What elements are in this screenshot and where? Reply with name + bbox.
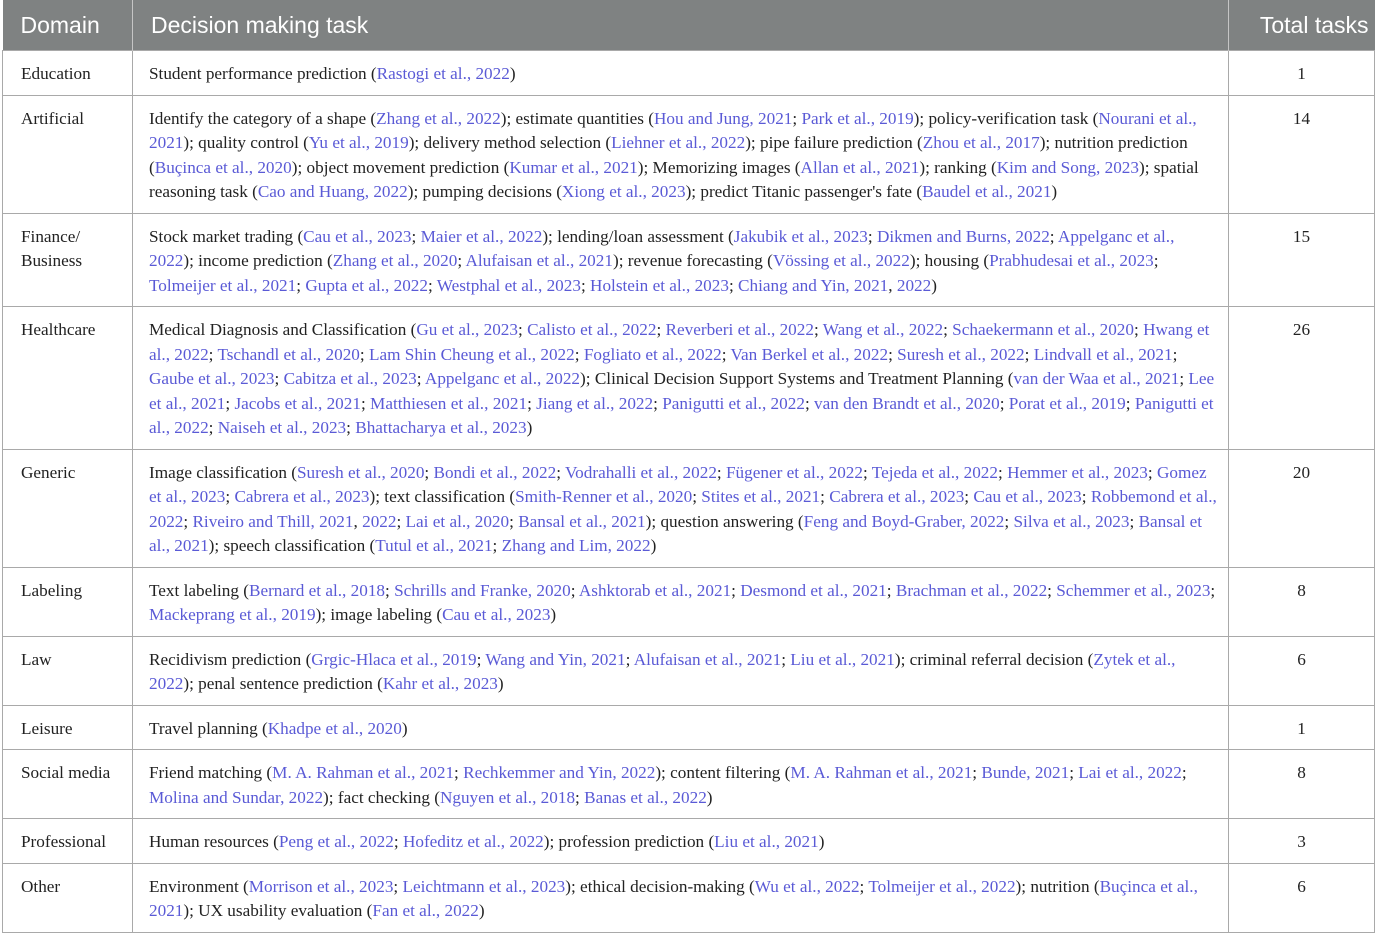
table-row [3,307,1375,450]
citation-link[interactable]: Westphal et al., 2023 [436,275,581,295]
citation-link[interactable]: Khadpe et al., 2020 [267,718,402,738]
citation-link[interactable]: Feng and Boyd-Graber, 2022 [803,511,1005,531]
task-text: ; [457,251,466,270]
task-text: ; [225,487,235,506]
table-row [3,636,1375,705]
task-cell [133,95,1229,213]
citation-link[interactable]: Grgic-Hlaca et al., 2019 [311,649,477,669]
citation-link[interactable]: Gaube et al., 2023 [149,369,275,388]
citation-link[interactable]: Bansal et al., 2021 [149,511,1203,555]
domain-cell: Leisure [3,705,133,750]
task-text: ); penal sentence prediction ( [183,674,383,693]
citation-link[interactable]: Silva et al., 2023 [1013,511,1130,531]
task-text: Image classification ( [149,462,297,482]
citation-link[interactable]: Panigutti et al., 2022 [149,393,1214,437]
citation-link[interactable]: Zhang et al., 2020 [332,251,458,270]
citation-link[interactable]: Bhattacharya et al., 2023 [355,418,527,437]
task-text: ; [728,275,739,295]
task-text: ; [804,393,815,413]
citation-link[interactable]: Robbemond et al., 2022 [149,487,1217,531]
header-domain: Domain [3,0,133,51]
citation-link[interactable]: Allan et al., 2021 [800,157,920,177]
citation-link[interactable]: Morrison et al., 2023 [248,876,394,896]
citation-link[interactable]: Baudel et al., 2021 [922,182,1052,201]
citation-link[interactable]: Schaekermann et al., 2020 [952,320,1134,339]
task-text: ; [360,393,371,413]
citation-link[interactable]: Appelganc et al., 2022 [149,226,1175,270]
table-row [3,819,1375,864]
task-text: ); profession prediction ( [543,832,715,851]
task-text: ; [556,462,565,482]
task-text: ; [943,320,953,339]
citation-link[interactable]: Zytek et al., 2022 [149,649,1176,693]
table-body [3,51,1375,933]
citation-link[interactable]: Tutul et al., 2021 [375,536,493,555]
task-text: ; [1049,226,1058,246]
task-text: ) [1051,182,1058,201]
table-row [3,705,1375,750]
citation-link[interactable]: Rastogi et al., 2022 [376,64,510,83]
citation-link[interactable]: Lai et al., 2020 [405,511,510,531]
task-text: ); speech classification ( [208,536,376,555]
citation-link[interactable]: Tolmeijer et al., 2022 [868,876,1016,896]
domain-cell: Education [3,51,133,96]
citation-link[interactable]: Banas et al., 2022 [584,787,707,807]
task-text: ; [1172,344,1178,364]
citation-link[interactable]: 2022 [896,275,932,295]
citation-link[interactable]: Schemmer et al., 2023 [1056,580,1211,600]
task-text: ; [859,876,869,896]
task-text: ); ranking ( [919,157,997,177]
task-text: ); delivery method selection ( [408,133,612,152]
table-header [3,0,1375,51]
task-text: ) [478,901,485,920]
header-total: Total tasks [1229,0,1375,51]
task-text: ; [1179,369,1189,388]
total-cell: 6 [1229,863,1375,932]
task-text: ); ethical decision-making ( [565,876,755,896]
citation-link[interactable]: Mackeprang et al., 2019 [149,605,316,624]
citation-link[interactable]: Wang et al., 2022 [822,320,944,339]
task-text: ; [792,108,802,128]
task-text: ; [570,580,579,600]
citation-link[interactable]: Kahr et al., 2023 [382,674,498,693]
task-text: ; [427,275,437,295]
citation-link[interactable]: Desmond et al., 2021 [740,580,887,600]
citation-link[interactable]: Bansal et al., 2021 [518,511,646,531]
task-text: Human resources ( [149,832,279,851]
task-text: ; [716,462,726,482]
citation-link[interactable]: Dikmen and Burns, 2022 [876,226,1050,246]
task-text: ; [527,393,537,413]
task-text: ; [296,275,306,295]
task-text: , [888,275,897,295]
total-cell: 1 [1229,51,1375,96]
task-text: ) [818,832,825,851]
citation-link[interactable]: Wang and Yin, 2021 [485,649,626,669]
domain-cell: Labeling [3,567,133,636]
task-text: ; [396,511,406,531]
task-text: ; [411,226,421,246]
task-text: ; [574,344,584,364]
task-text: ; [1134,320,1144,339]
citation-link[interactable]: Cabitza et al., 2023 [283,369,417,388]
citation-link[interactable]: Zhang and Lim, 2022 [501,536,651,555]
total-cell: 14 [1229,95,1375,213]
task-text: ; [454,763,464,782]
table-row [3,51,1375,96]
citation-link[interactable]: Cau et al., 2023 [303,226,412,246]
citation-link[interactable]: Holstein et al., 2023 [590,275,729,295]
citation-link[interactable]: Nourani et al., 2021 [149,108,1197,152]
citation-link[interactable]: Molina and Sundar, 2022 [149,787,324,807]
task-text: Medical Diagnosis and Classification ( [149,320,417,339]
task-text: ; [575,787,585,807]
citation-link[interactable]: Stites et al., 2021 [701,487,821,506]
task-text: ; [692,487,702,506]
citation-link[interactable]: Alufaisan et al., 2021 [465,251,613,270]
task-text: ); UX usability evaluation ( [183,901,373,920]
total-cell: 3 [1229,819,1375,864]
task-text: ); pumping decisions ( [407,182,562,201]
task-text: ; [781,649,791,669]
citation-link[interactable]: Bernard et al., 2018 [248,580,386,600]
task-text: ; [385,580,395,600]
header-row [3,0,1375,51]
task-text: ; [1210,580,1216,600]
task-text: Student performance prediction ( [149,64,377,83]
task-text: ); lending/loan assessment ( [542,226,734,246]
citation-link[interactable]: Tejeda et al., 2022 [871,462,998,482]
citation-link[interactable]: Buçinca et al., 2020 [154,157,292,177]
task-text: ; [1024,344,1034,364]
citation-link[interactable]: Naiseh et al., 2023 [217,418,347,437]
task-text: ) [401,718,408,738]
task-text: ) [706,787,713,807]
citation-link[interactable]: Cabrera et al., 2023 [829,487,965,506]
citation-link[interactable]: Kim and Song, 2023 [996,157,1139,177]
citation-link[interactable]: Fogliato et al., 2022 [583,344,722,364]
citation-link[interactable]: Reverberi et al., 2022 [665,320,814,339]
citation-link[interactable]: Liu et al., 2021 [790,649,895,669]
citation-link[interactable]: Cao and Huang, 2022 [257,182,408,201]
task-text: ); nutrition ( [1015,876,1100,896]
task-text: ; [208,344,218,364]
task-text: ; [731,580,741,600]
citation-link[interactable]: Fan et al., 2022 [372,901,479,920]
citation-link[interactable]: Vössing et al., 2022 [772,251,910,270]
task-text: ; [509,511,519,531]
citation-link[interactable]: Leichtmann et al., 2023 [402,876,566,896]
citation-link[interactable]: Jacobs et al., 2021 [234,393,361,413]
citation-link[interactable]: Park et al., 2019 [801,108,914,128]
task-text: ; [998,462,1008,482]
citation-link[interactable]: Gu et al., 2023 [416,320,518,339]
citation-link[interactable]: Nguyen et al., 2018 [439,787,576,807]
task-text: ; [813,320,823,339]
citation-link[interactable]: Jiang et al., 2022 [536,393,654,413]
task-text: ); income prediction ( [183,251,333,270]
task-text: ; [393,832,403,851]
task-text: ); pipe failure prediction ( [745,133,923,152]
citation-link[interactable]: Prabhudesai et al., 2023 [989,251,1154,270]
task-text: ; [964,487,974,506]
citation-link[interactable]: Chiang and Yin, 2021 [738,275,889,295]
citation-link[interactable]: Calisto et al., 2022 [527,320,657,339]
decision-tasks-table [2,0,1375,933]
citation-link[interactable]: Brachman et al., 2022 [895,580,1048,600]
citation-link[interactable]: Panigutti et al., 2022 [662,393,805,413]
citation-link[interactable]: Vodrahalli et al., 2022 [564,462,717,482]
citation-link[interactable]: Fügener et al., 2022 [726,462,863,482]
task-text: ; [518,320,528,339]
domain-cell: Other [3,863,133,932]
citation-link[interactable]: Kumar et al., 2021 [509,157,638,177]
citation-link[interactable]: Wu et al., 2022 [754,876,860,896]
citation-link[interactable]: Cau et al., 2023 [442,605,551,624]
task-text: ; [1147,462,1157,482]
task-cell [133,863,1229,932]
task-text: ; [820,487,830,506]
domain-cell: Generic [3,449,133,567]
task-text: ; [1004,511,1014,531]
citation-link[interactable]: Lee et al., 2021 [149,369,1215,413]
domain-cell: Healthcare [3,307,133,450]
domain-cell: Social media [3,750,133,819]
total-cell: 8 [1229,567,1375,636]
task-text: ); housing ( [909,251,990,270]
table-row [3,750,1375,819]
citation-link[interactable]: Porat et al., 2019 [1008,393,1126,413]
citation-link[interactable]: Alufaisan et al., 2021 [633,649,782,669]
task-text: ; [886,580,896,600]
citation-link[interactable]: Liu et al., 2021 [714,832,819,851]
task-text: ; [359,344,369,364]
task-text: Environment ( [149,876,249,896]
total-cell: 15 [1229,213,1375,307]
task-text: ; [1047,580,1057,600]
task-text: ; [580,275,591,295]
task-text: ; [656,320,666,339]
task-text: ; [476,649,486,669]
task-text: ; [867,226,877,246]
task-text: ); text classification ( [369,487,516,506]
task-text: ); spatial reasoning task ( [149,157,1199,201]
citation-link[interactable]: Cau et al., 2023 [973,487,1082,506]
citation-link[interactable]: Rechkemmer and Yin, 2022 [463,763,656,782]
citation-link[interactable]: Peng et al., 2022 [278,832,394,851]
task-text: ); Memorizing images ( [637,157,801,177]
task-text: ); question answering ( [645,511,804,531]
task-text: ); estimate quantities ( [500,108,654,128]
citation-link[interactable]: Liehner et al., 2022 [611,133,746,152]
citation-link[interactable]: Bondi et al., 2022 [433,462,557,482]
task-cell [133,51,1229,96]
task-text: ; [1153,251,1159,270]
citation-link[interactable]: Maier et al., 2022 [420,226,543,246]
task-text: ; [653,393,663,413]
task-text: ; [1125,393,1135,413]
task-text: ; [416,369,425,388]
task-text: Identify the category of a shape ( [149,108,377,128]
table-row [3,213,1375,307]
task-text: ); policy-verification task ( [913,108,1099,128]
task-text: ) [497,674,504,693]
task-text: ; [225,393,235,413]
citation-link[interactable]: Yu et al., 2019 [308,133,409,152]
total-cell: 6 [1229,636,1375,705]
task-text: ); criminal referral decision ( [894,649,1094,669]
citation-link[interactable]: Tolmeijer et al., 2021 [149,275,297,295]
citation-link[interactable]: 2022 [362,511,397,531]
task-text: ); nutrition prediction ( [149,133,1188,177]
citation-link[interactable]: Lam Shin Cheung et al., 2022 [368,344,575,364]
table-row [3,449,1375,567]
domain-cell: Professional [3,819,133,864]
domain-cell: Law [3,636,133,705]
task-text: ; [625,649,634,669]
citation-link[interactable]: Van Berkel et al., 2022 [730,344,889,364]
citation-link[interactable]: Hwang et al., 2022 [149,320,1210,364]
citation-link[interactable]: Hou and Jung, 2021 [653,108,793,128]
task-text: ; [972,763,982,782]
citation-link[interactable]: Lai et al., 2022 [1078,763,1182,782]
table-row [3,863,1375,932]
total-cell: 1 [1229,705,1375,750]
task-text: ); object movement prediction ( [291,157,510,177]
task-cell [133,449,1229,567]
task-text: ; [1181,763,1187,782]
task-text: ); revenue forecasting ( [612,251,773,270]
task-text: ; [492,536,502,555]
citation-link[interactable]: Hemmer et al., 2023 [1007,462,1148,482]
task-text: ; [1129,511,1139,531]
total-cell: 8 [1229,750,1375,819]
citation-link[interactable]: Cabrera et al., 2023 [234,487,370,506]
task-text: ); content filtering ( [655,763,791,782]
task-text: ; [999,393,1009,413]
task-text: Text labeling ( [149,580,249,600]
domain-cell: Finance/ Business [3,213,133,307]
citation-link[interactable]: Suresh et al., 2022 [897,344,1025,364]
citation-link[interactable]: Riveiro and Thill, 2021 [192,511,354,531]
task-text: Stock market trading ( [149,226,304,246]
citation-link[interactable]: Appelganc et al., 2022 [424,369,581,388]
citation-link[interactable]: Xiong et al., 2023 [561,182,686,201]
citation-link[interactable]: Ashktorab et al., 2021 [578,580,732,600]
citation-link[interactable]: Tschandl et al., 2020 [217,344,360,364]
task-text: ); fact checking ( [323,787,440,807]
task-text: ; [424,462,434,482]
task-text: ; [183,511,193,531]
task-text: Travel planning ( [149,718,268,738]
task-text: ; [346,418,356,437]
citation-link[interactable]: Jakubik et al., 2023 [733,226,868,246]
header-task: Decision making task [133,0,1229,51]
task-text: ; [1069,763,1079,782]
task-text: ); image labeling ( [315,605,443,624]
task-text: ; [393,876,403,896]
task-text: ); quality control ( [183,133,309,152]
task-text: ); Clinical Decision Support Systems and Treatment Planning ( [580,369,1014,388]
total-cell: 20 [1229,449,1375,567]
table-row [3,95,1375,213]
task-text: ; [208,418,218,437]
citation-link[interactable]: M. A. Rahman et al., 2021 [272,763,455,782]
task-text: ) [931,275,937,295]
task-text: ; [888,344,898,364]
task-cell [133,636,1229,705]
task-text: , [353,511,363,531]
task-text: ; [721,344,731,364]
citation-link[interactable]: Zhang et al., 2022 [376,108,501,128]
citation-link[interactable]: van den Brandt et al., 2020 [814,393,1000,413]
task-cell [133,567,1229,636]
citation-link[interactable]: Zhou et al., 2017 [922,133,1040,152]
task-text: ) [650,536,657,555]
citation-link[interactable]: Bunde, 2021 [981,763,1070,782]
task-text: ; [863,462,872,482]
domain-cell: Artificial [3,95,133,213]
citation-link[interactable]: van der Waa et al., 2021 [1013,369,1180,388]
task-text: ) [509,64,516,83]
task-text: ; [1081,487,1091,506]
total-cell: 26 [1229,307,1375,450]
citation-link[interactable]: M. A. Rahman et al., 2021 [790,763,973,782]
citation-link[interactable]: Gomez et al., 2023 [149,462,1207,506]
task-cell [133,819,1229,864]
task-text: Recidivism prediction ( [149,649,312,669]
table-row [3,567,1375,636]
citation-link[interactable]: Suresh et al., 2020 [296,462,425,482]
citation-link[interactable]: Matthiesen et al., 2021 [370,393,528,413]
task-text: ) [526,418,533,437]
citation-link[interactable]: Lindvall et al., 2021 [1033,344,1173,364]
task-cell [133,307,1229,450]
task-cell [133,213,1229,307]
citation-link[interactable]: Smith-Renner et al., 2020 [515,487,693,506]
task-text: ; [274,369,284,388]
task-cell [133,750,1229,819]
citation-link[interactable]: Schrills and Franke, 2020 [394,580,571,600]
citation-link[interactable]: Buçinca et al., 2021 [149,876,1198,920]
task-text: Friend matching ( [149,763,273,782]
task-text: ) [550,605,557,624]
task-text: ); predict Titanic passenger's fate ( [685,182,923,201]
citation-link[interactable]: Gupta et al., 2022 [305,275,428,295]
task-cell [133,705,1229,750]
citation-link[interactable]: Hofeditz et al., 2022 [402,832,544,851]
